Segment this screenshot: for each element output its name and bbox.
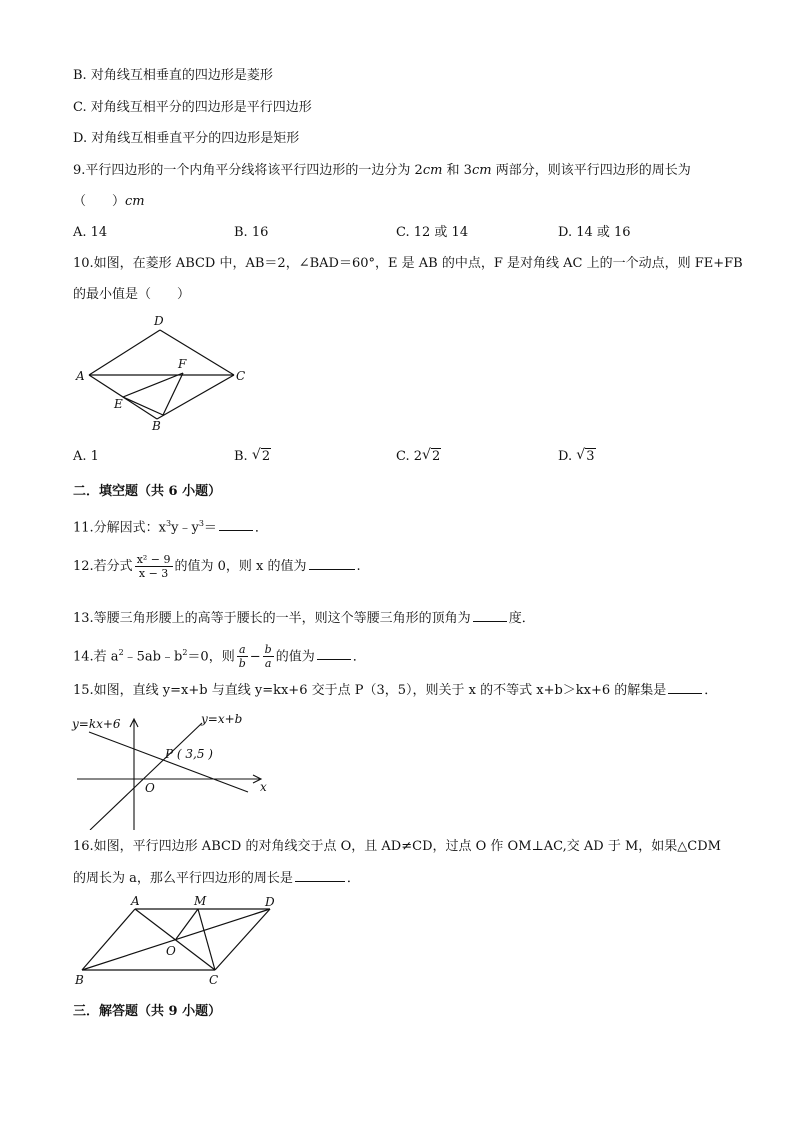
q10-rhombus-figure <box>70 312 260 434</box>
q15-label-x-axis: x <box>260 780 267 794</box>
q9-unit: cm <box>125 194 145 209</box>
q10-label-b: B <box>152 419 161 433</box>
q10-label-e: E <box>114 397 123 411</box>
q8-option-c: C. 对角线互相平分的四边形是平行四边形 <box>73 100 312 115</box>
answer-blank[interactable] <box>295 869 345 882</box>
answer-blank[interactable] <box>317 647 351 660</box>
q10-label-f: F <box>178 357 187 371</box>
q16-label-a: A <box>131 894 140 908</box>
fraction: $\frac{b}{a}$ <box>264 643 272 671</box>
q15-label-point-p: P ( 3,5 ) <box>165 747 213 761</box>
q9-unit: cm <box>471 163 492 178</box>
sqrt-symbol: √ 2 <box>422 447 441 464</box>
answer-blank[interactable] <box>309 557 355 570</box>
q10-label-c: C <box>236 369 246 383</box>
q15-stem: 15.如图，直线 y=x+b 与直线 y=kx+6 交于点 P（3，5），则关于 x 的不等式 x+b＞kx+6 的解集是 ． <box>73 683 718 698</box>
fraction: $\frac{\text{x² − 9}}{x - 3}$ <box>136 553 171 580</box>
q10-option-c: C. 2 √ 2 <box>396 447 441 464</box>
q9-option-d: D. 14 或 16 <box>558 225 631 240</box>
q9-option-b: B. 16 <box>234 225 269 240</box>
q8-option-b: B. 对角线互相垂直的四边形是菱形 <box>73 68 273 83</box>
q16-stem: 16.如图，平行四边形 ABCD 的对角线交于点 O，且 AD≠CD，过点 O 作 OM⊥AC,交 AD 于 M，如果△CDM <box>73 839 721 854</box>
q13-stem: 13.等腰三角形腰上的高等于腰长的一半，则这个等腰三角形的顶角为 度． <box>73 611 535 626</box>
q11-stem: 11.分解因式：$x^3y﹣y^3=$ ． <box>73 519 268 536</box>
answer-blank[interactable] <box>473 609 507 622</box>
q9-option-a: A. 14 <box>73 225 108 240</box>
q10-stem-2: 的最小值是（ ） <box>73 287 191 302</box>
q10-label-d: D <box>154 314 164 328</box>
q10-stem: 10.如图，在菱形 ABCD 中，AB＝2，∠BAD＝60°，E 是 AB 的中点，F 是对角线 AC 上的一个动点，则 FE+FB <box>73 256 743 271</box>
q15-label-xb: y=x+b <box>201 712 243 726</box>
fraction: $\frac{a}{b}$ <box>238 643 246 671</box>
q14-stem: 14.若 $a^2﹣5ab﹣b^2=0$，则 $\frac{a}{b}$ − $\frac{b}{a}$ 的值为 ． <box>73 643 366 671</box>
q9-option-c: C. 12 或 14 <box>396 225 469 240</box>
q16-parallelogram-figure <box>70 893 290 989</box>
q10-label-a: A <box>76 369 85 383</box>
q10-option-b: B. √ 2 <box>234 447 271 464</box>
q15-label-origin: O <box>145 781 155 795</box>
q16-label-o: O <box>166 944 176 958</box>
q10-option-d: D. √ 3 <box>558 447 595 464</box>
q16-label-d: D <box>265 895 275 909</box>
q9-stem: 9.平行四边形的一个内角平分线将该平行四边形的一边分为 2cm 和 3cm 两部分，则该平行四边形的周长为 <box>73 163 691 178</box>
q16-label-b: B <box>75 973 84 987</box>
q15-graph-figure <box>70 708 280 830</box>
q16-label-c: C <box>209 973 219 987</box>
q9-unit: cm <box>422 163 443 178</box>
sqrt-symbol: √ 2 <box>251 447 271 464</box>
q10-option-a: A. 1 <box>73 449 99 464</box>
q16-stem-2: 的周长为 a，那么平行四边形的周长是 ． <box>73 871 360 886</box>
section-2-heading: 二．填空题（共 6 小题） <box>73 484 222 499</box>
sqrt-symbol: √ 3 <box>576 447 595 464</box>
q8-option-d: D. 对角线互相垂直平分的四边形是矩形 <box>73 131 300 146</box>
answer-blank[interactable] <box>668 681 702 694</box>
q16-label-m: M <box>194 894 207 908</box>
q15-label-kx6: y=kx+6 <box>72 717 121 731</box>
section-3-heading: 三．解答题（共 9 小题） <box>73 1004 222 1019</box>
q9-stem-2: （ ）cm <box>73 194 145 209</box>
answer-blank[interactable] <box>219 518 253 531</box>
q12-stem: 12.若分式 $\frac{\text{x² − 9}}{x - 3}$ 的值为 0，则 x 的值为 . <box>73 553 361 580</box>
